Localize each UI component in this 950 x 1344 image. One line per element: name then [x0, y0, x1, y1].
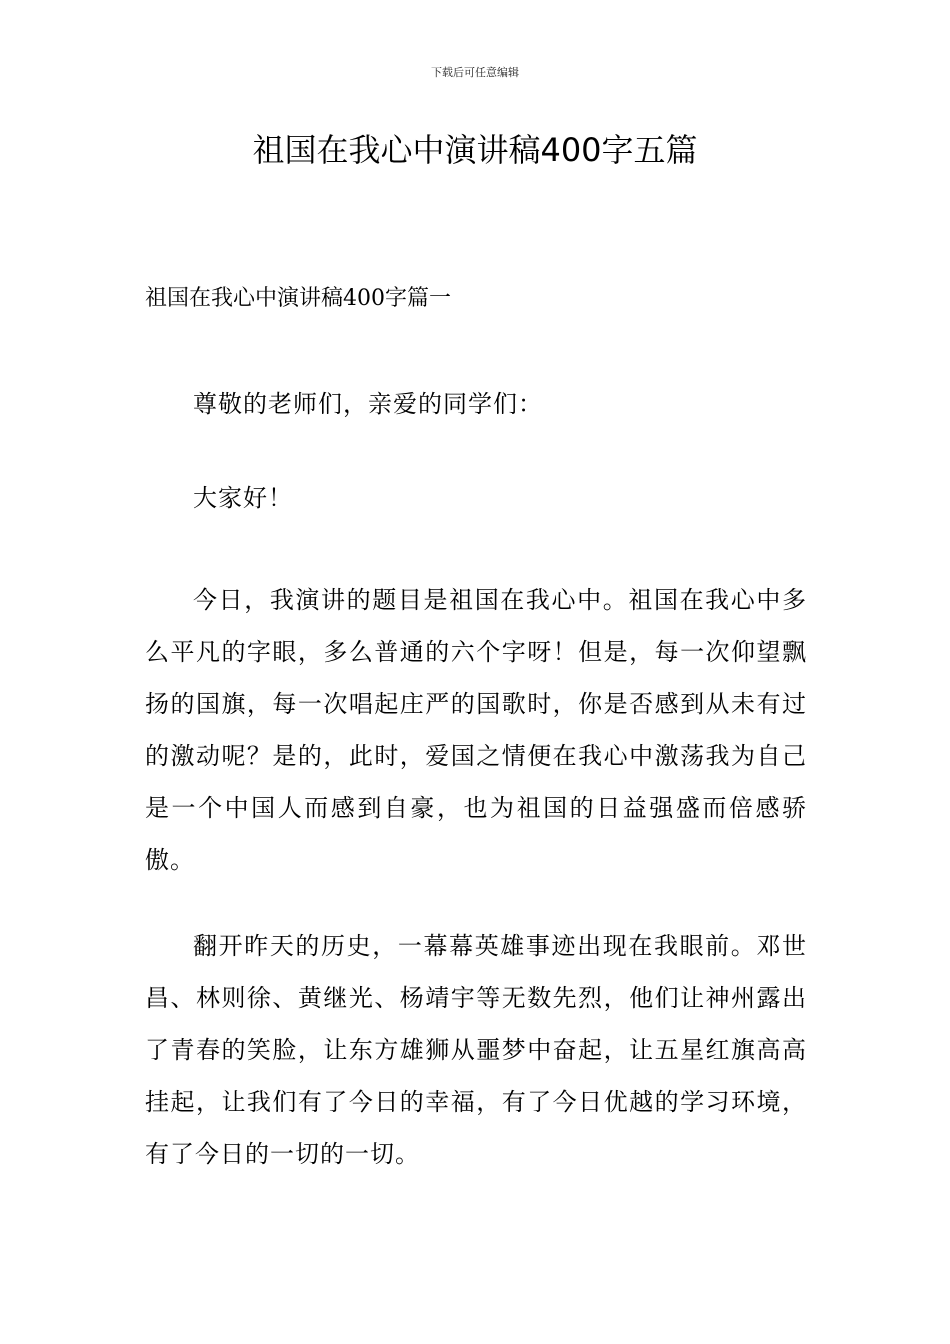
body-paragraph: 今日，我演讲的题目是祖国在我心中。祖国在我心中多么平凡的字眼，多么普通的六个字呀！但是，每一次仰望飘扬的国旗，每一次唱起庄严的国歌时，你是否感到从未有过的激动呢？是的，此时，爱国之情便在我心中激荡我为自己是一个中国人而感到自豪，也为祖国的日益强盛而倍感骄傲。 — [145, 586, 807, 874]
header-note: 下载后可任意编辑 — [431, 66, 519, 79]
section-title: 祖国在我心中演讲稿400字篇一 — [145, 286, 451, 311]
body-paragraph: 翻开昨天的历史，一幕幕英雄事迹出现在我眼前。邓世昌、林则徐、黄继光、杨靖宇等无数先烈，他们让神州露出了青春的笑脸，让东方雄狮从噩梦中奋起，让五星红旗高高挂起，让我们有了今日的幸福，有了今日优越的学习环境，有了今日的一切的一切。 — [145, 932, 807, 1168]
greeting-paragraph: 尊敬的老师们，亲爱的同学们： — [193, 390, 543, 418]
document-title: 祖国在我心中演讲稿400字五篇 — [252, 131, 698, 169]
hello-paragraph: 大家好！ — [193, 484, 293, 512]
